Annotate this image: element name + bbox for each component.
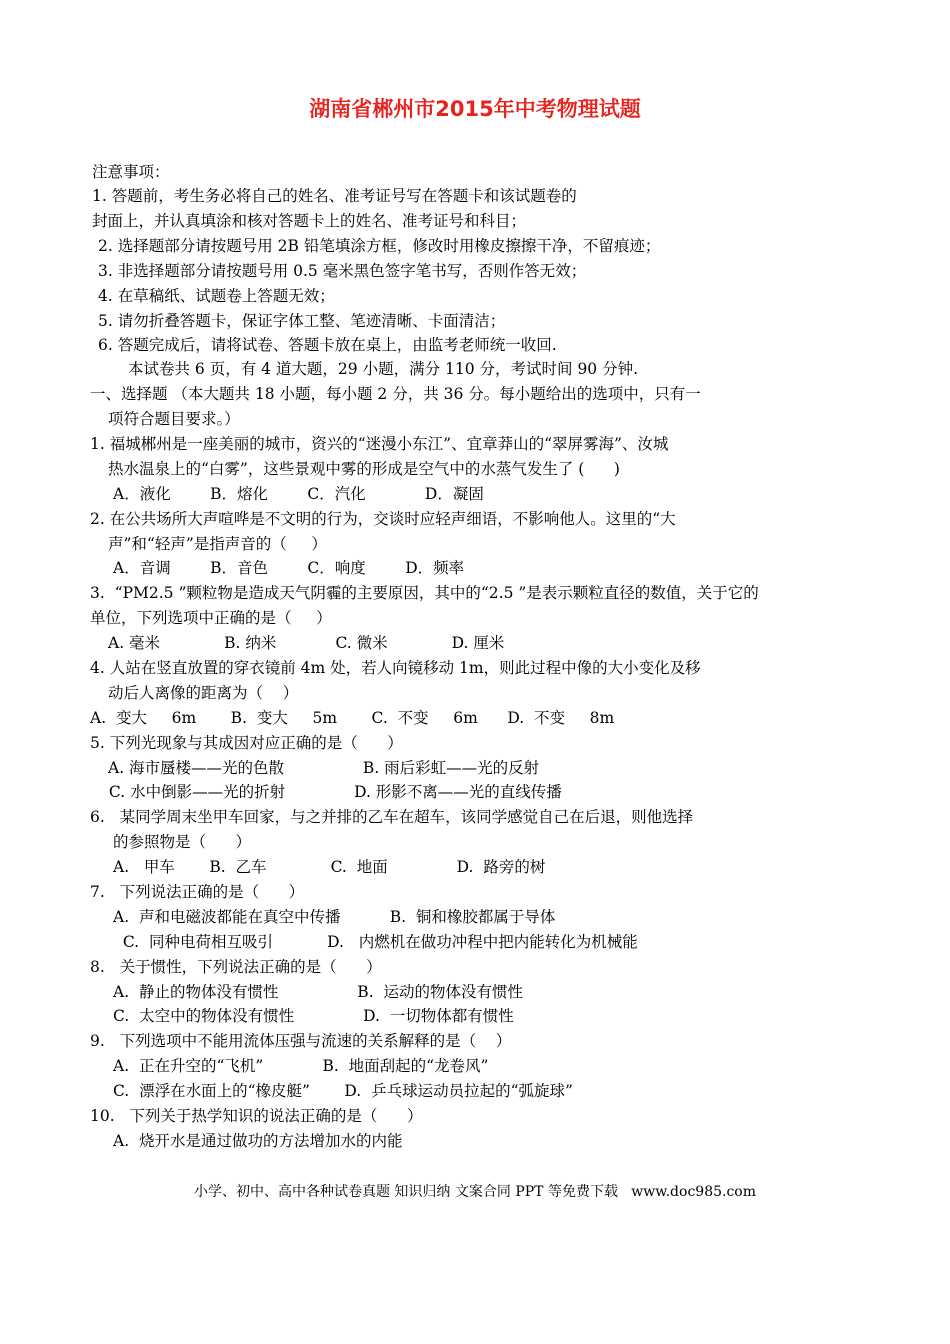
question-options: A. 变大 6m B. 变大 5m C. 不变 6m D. 不变 8m bbox=[90, 709, 615, 727]
question-stem: 8. 关于惯性，下列说法正确的是（ ） bbox=[90, 958, 382, 976]
question-options: A. 声和电磁波都能在真空中传播 B. 铜和橡胶都属于导体 bbox=[113, 908, 556, 926]
question-stem: 单位，下列选项中正确的是（ ） bbox=[90, 609, 332, 627]
question-stem: 5. 下列光现象与其成因对应正确的是（ ） bbox=[90, 734, 403, 752]
question-options: C. 同种电荷相互吸引 D. 内燃机在做功冲程中把内能转化为机械能 bbox=[113, 933, 638, 951]
question-options: A．音调 B．音色 C．响度 D．频率 bbox=[113, 559, 465, 577]
note-item: 1. 答题前，考生务必将自己的姓名、准考证号写在答题卡和该试题卷的 bbox=[92, 187, 577, 205]
question-stem: 动后人离像的距离为（ ） bbox=[108, 684, 299, 702]
question-stem: 2. 在公共场所大声喧哗是不文明的行为，交谈时应轻声细语，不影响他人。这里的“大 bbox=[90, 510, 676, 528]
question-stem: 10. 下列关于热学知识的说法正确的是（ ） bbox=[90, 1107, 423, 1125]
question-stem: 4. 人站在竖直放置的穿衣镜前 4m 处，若人向镜移动 1m，则此过程中像的大小变化及移 bbox=[90, 659, 701, 677]
note-item: 5. 请勿折叠答题卡，保证字体工整、笔迹清晰、卡面清洁； bbox=[98, 312, 506, 330]
question-options: C. 漂浮在水面上的“橡皮艇” D. 乒乓球运动员拉起的“弧旋球” bbox=[113, 1082, 573, 1100]
page-title: 湖南省郴州市2015年中考物理试题 bbox=[309, 97, 641, 121]
question-options: A．液化 B．熔化 C．汽化 D．凝固 bbox=[113, 485, 484, 503]
section-heading: 一、选择题 （本大题共 18 小题，每小题 2 分，共 36 分。每小题给出的选项中，只有一 bbox=[90, 385, 701, 403]
question-stem: 3. “PM2.5 ”颗粒物是造成天气阴霾的主要原因，其中的“2.5 ”是表示颗粒直径的数值，关于它的 bbox=[90, 584, 759, 602]
exam-summary: 本试卷共 6 页，有 4 道大题，29 小题，满分 110 分，考试时间 90 分钟. bbox=[128, 360, 639, 378]
question-options: A. 海市蜃楼——光的色散 B. 雨后彩虹——光的反射 bbox=[108, 759, 540, 777]
notes-heading: 注意事项： bbox=[92, 163, 170, 181]
note-item: 3. 非选择题部分请按题号用 0.5 毫米黑色签字笔书写，否则作答无效； bbox=[98, 262, 587, 280]
question-stem: 6. 某同学周末坐甲车回家，与之并排的乙车在超车，该同学感觉自己在后退，则他选择 bbox=[90, 808, 694, 826]
question-options: A. 毫米 B. 纳米 C. 微米 D. 厘米 bbox=[108, 634, 505, 652]
question-stem: 声”和“轻声”是指声音的（ ） bbox=[108, 535, 327, 553]
question-stem: 的参照物是（ ） bbox=[113, 833, 252, 851]
question-options: A. 正在升空的“飞机” B. 地面刮起的“龙卷风” bbox=[113, 1057, 489, 1075]
question-stem: 1. 福城郴州是一座美丽的城市，资兴的“迷漫小东江”、宜章莽山的“翠屏雾海”、汝城 bbox=[90, 435, 669, 453]
note-item: 2. 选择题部分请按题号用 2B 铅笔填涂方框，修改时用橡皮擦擦干净，不留痕迹； bbox=[98, 237, 661, 255]
question-stem: 7. 下列说法正确的是（ ） bbox=[90, 883, 305, 901]
question-options: A. 烧开水是通过做功的方法增加水的内能 bbox=[113, 1132, 403, 1150]
note-item: 4. 在草稿纸、试题卷上答题无效； bbox=[98, 287, 335, 305]
question-options: C. 水中倒影——光的折射 D. 形影不离——光的直线传播 bbox=[104, 783, 562, 801]
section-heading-cont: 项符合题目要求。） bbox=[108, 410, 240, 428]
question-stem: 热水温泉上的“白雾”，这些景观中雾的形成是空气中的水蒸气发生了 ( ) bbox=[108, 460, 620, 478]
page-footer: 小学、初中、高中各种试卷真题 知识归纳 文案合同 PPT 等免费下载 www.doc985.com bbox=[193, 1184, 756, 1200]
question-options: A. 甲车 B. 乙车 C. 地面 D. 路旁的树 bbox=[113, 858, 546, 876]
note-item: 6. 答题完成后，请将试卷、答题卡放在桌上，由监考老师统一收回. bbox=[98, 336, 557, 354]
question-stem: 9. 下列选项中不能用流体压强与流速的关系解释的是（ ） bbox=[90, 1032, 512, 1050]
note-item: 封面上，并认真填涂和核对答题卡上的姓名、准考证号和科目； bbox=[92, 212, 527, 230]
question-options: C. 太空中的物体没有惯性 D. 一切物体都有惯性 bbox=[113, 1007, 514, 1025]
question-options: A. 静止的物体没有惯性 B. 运动的物体没有惯性 bbox=[113, 983, 523, 1001]
